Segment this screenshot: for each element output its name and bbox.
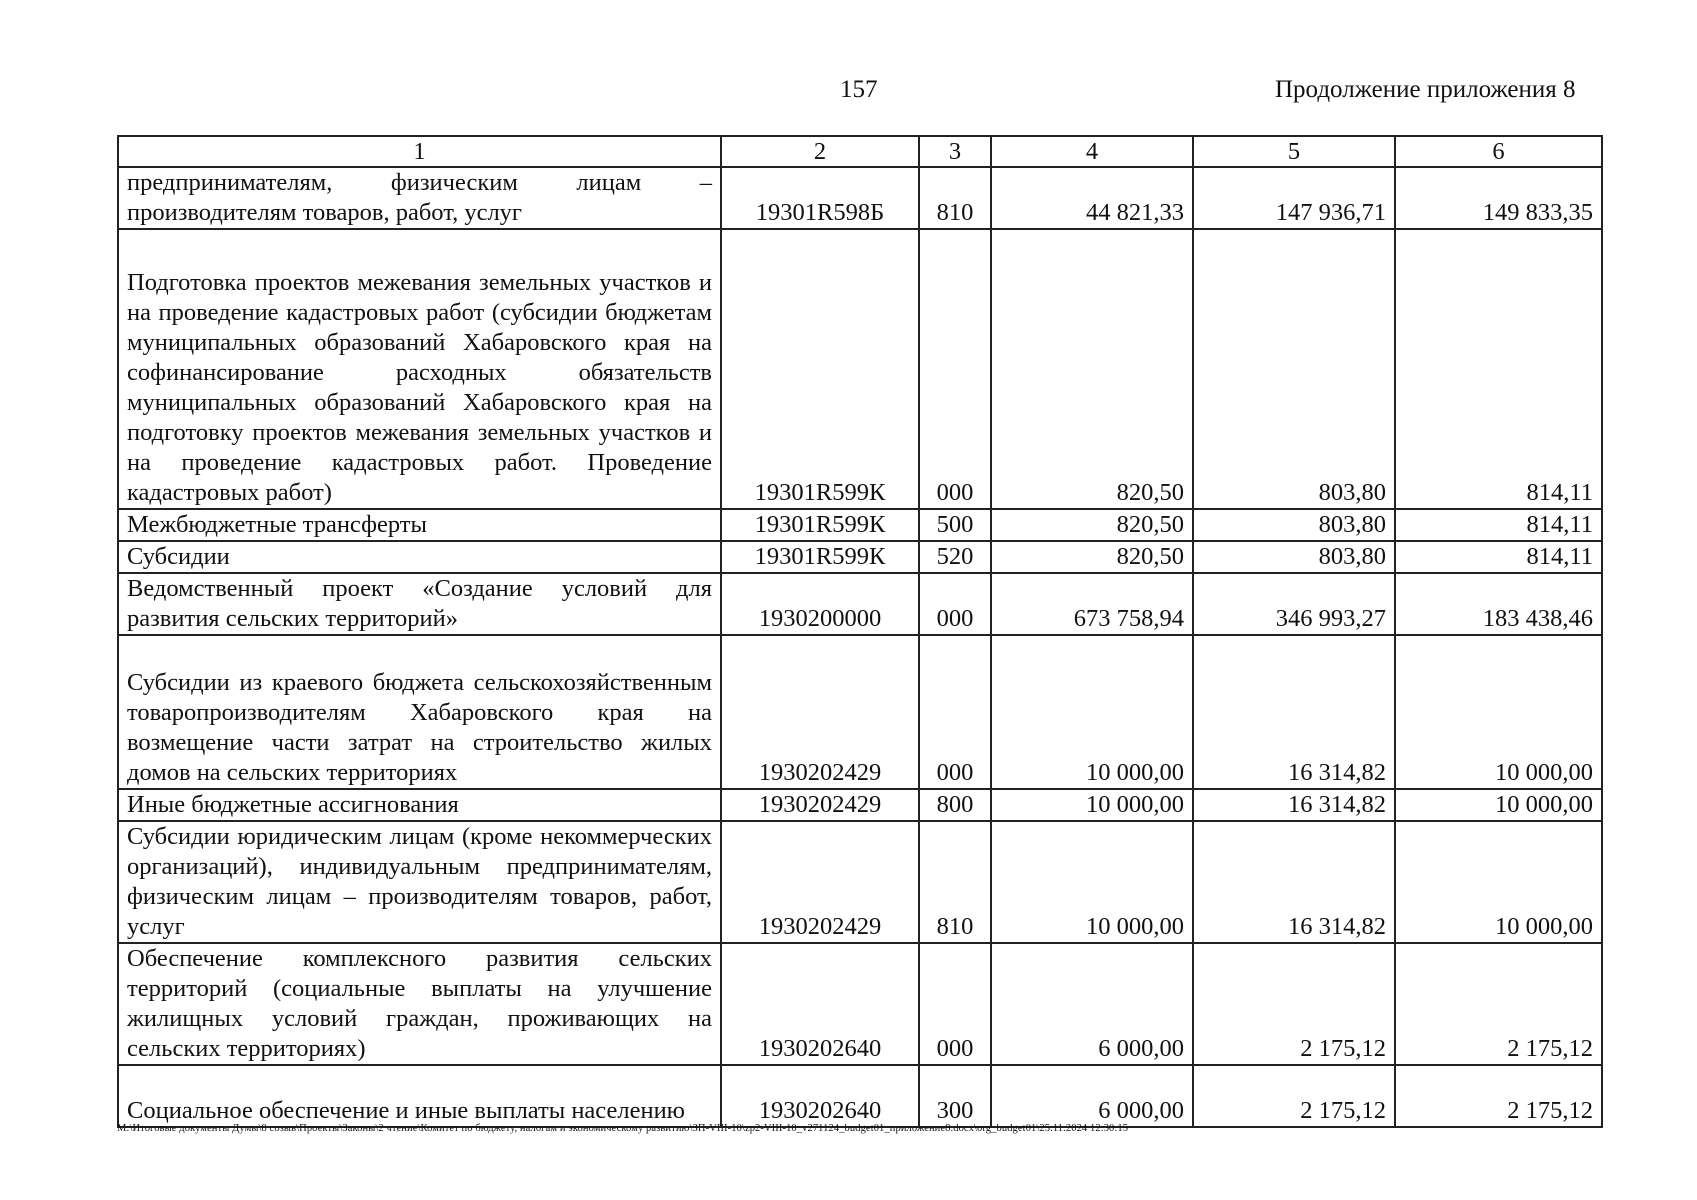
table-row	[118, 789, 1602, 821]
row-target-code: 19301R599К	[721, 541, 919, 573]
row-value-col6: 10 000,00	[1395, 635, 1602, 789]
row-value-col4: 820,50	[991, 229, 1193, 509]
file-path-footer: M:\Итоговые документы Думы\8 созыв\Проекты\Законы\2 чтение\Комитет по бюджету, налогам и экономическому развитию\ЗП-VIII-10\zp2-VIII-10_v271124_budget01_приложение8.docx\org_budget01\25.11.2024 12:30:15	[117, 1123, 1129, 1134]
column-header: 4	[991, 136, 1193, 167]
row-target-code: 1930202429	[721, 635, 919, 789]
row-value-col6: 814,11	[1395, 509, 1602, 541]
table-row	[118, 1065, 1602, 1127]
row-value-col6: 149 833,35	[1395, 167, 1602, 229]
row-value-col5: 16 314,82	[1193, 635, 1395, 789]
page-number: 157	[840, 76, 878, 103]
budget-table	[117, 135, 1603, 1128]
row-value-col4: 820,50	[991, 509, 1193, 541]
column-header: 5	[1193, 136, 1395, 167]
row-name: Иные бюджетные ассигнования	[118, 789, 721, 821]
row-value-col5: 803,80	[1193, 229, 1395, 509]
table-row	[118, 509, 1602, 541]
row-value-col5: 346 993,27	[1193, 573, 1395, 635]
row-value-col5: 2 175,12	[1193, 1065, 1395, 1127]
row-name: Межбюджетные трансферты	[118, 509, 721, 541]
row-target-code: 1930202640	[721, 943, 919, 1065]
row-value-col5: 147 936,71	[1193, 167, 1395, 229]
row-target-code: 19301R598Б	[721, 167, 919, 229]
row-expense-type: 000	[919, 635, 991, 789]
row-expense-type: 300	[919, 1065, 991, 1127]
row-expense-type: 000	[919, 573, 991, 635]
row-value-col6: 2 175,12	[1395, 1065, 1602, 1127]
row-expense-type: 000	[919, 229, 991, 509]
row-expense-type: 800	[919, 789, 991, 821]
row-value-col6: 10 000,00	[1395, 789, 1602, 821]
row-value-col4: 10 000,00	[991, 635, 1193, 789]
table-row	[118, 821, 1602, 943]
table-header-row	[118, 136, 1602, 167]
row-value-col4: 10 000,00	[991, 789, 1193, 821]
row-value-col4: 44 821,33	[991, 167, 1193, 229]
row-target-code: 1930202429	[721, 821, 919, 943]
row-target-code: 1930202640	[721, 1065, 919, 1127]
table-row	[118, 943, 1602, 1065]
row-value-col6: 814,11	[1395, 541, 1602, 573]
row-expense-type: 520	[919, 541, 991, 573]
table-row	[118, 635, 1602, 789]
row-name: Ведомственный проект «Создание условий для развития сельских территорий»	[118, 573, 721, 635]
row-value-col6: 10 000,00	[1395, 821, 1602, 943]
table-row	[118, 229, 1602, 509]
row-expense-type: 500	[919, 509, 991, 541]
table-row	[118, 541, 1602, 573]
row-name: Субсидии из краевого бюджета сельскохозяйственным товаропроизводителям Хабаровского края на возмещение части затрат на строительство жилых домов на сельских территориях	[118, 635, 721, 789]
row-name: Подготовка проектов межевания земельных участков и на проведение кадастровых работ (субсидии бюджетам муниципальных образований Хабаровского края на софинансирование расходных обязательств муниципальных образований Хабаровского края на подготовку проектов межевания земельных участков и на проведение кадастровых работ. Проведение кадастровых работ)	[118, 229, 721, 509]
row-value-col4: 673 758,94	[991, 573, 1193, 635]
row-target-code: 1930200000	[721, 573, 919, 635]
row-value-col5: 2 175,12	[1193, 943, 1395, 1065]
row-target-code: 1930202429	[721, 789, 919, 821]
row-name: Обеспечение комплексного развития сельских территорий (социальные выплаты на улучшение жилищных условий граждан, проживающих на сельских территориях)	[118, 943, 721, 1065]
row-value-col5: 803,80	[1193, 509, 1395, 541]
column-header: 3	[919, 136, 991, 167]
row-target-code: 19301R599К	[721, 509, 919, 541]
column-header: 2	[721, 136, 919, 167]
row-value-col4: 6 000,00	[991, 943, 1193, 1065]
row-value-col5: 16 314,82	[1193, 821, 1395, 943]
table-row	[118, 167, 1602, 229]
row-name: Социальное обеспечение и иные выплаты населению	[118, 1065, 721, 1127]
row-value-col5: 16 314,82	[1193, 789, 1395, 821]
row-value-col6: 2 175,12	[1395, 943, 1602, 1065]
column-header: 6	[1395, 136, 1602, 167]
row-value-col4: 820,50	[991, 541, 1193, 573]
row-value-col5: 803,80	[1193, 541, 1395, 573]
row-value-col6: 183 438,46	[1395, 573, 1602, 635]
row-value-col6: 814,11	[1395, 229, 1602, 509]
table-row	[118, 573, 1602, 635]
row-expense-type: 000	[919, 943, 991, 1065]
column-header: 1	[118, 136, 721, 167]
row-name: Субсидии	[118, 541, 721, 573]
row-target-code: 19301R599К	[721, 229, 919, 509]
row-name: предпринимателям, физическим лицам – производителям товаров, работ, услуг	[118, 167, 721, 229]
row-name: Субсидии юридическим лицам (кроме некоммерческих организаций), индивидуальным предпринимателям, физическим лицам – производителям товаров, работ, услуг	[118, 821, 721, 943]
appendix-title: Продолжение приложения 8	[1275, 76, 1576, 103]
row-value-col4: 6 000,00	[991, 1065, 1193, 1127]
row-expense-type: 810	[919, 821, 991, 943]
row-value-col4: 10 000,00	[991, 821, 1193, 943]
row-expense-type: 810	[919, 167, 991, 229]
